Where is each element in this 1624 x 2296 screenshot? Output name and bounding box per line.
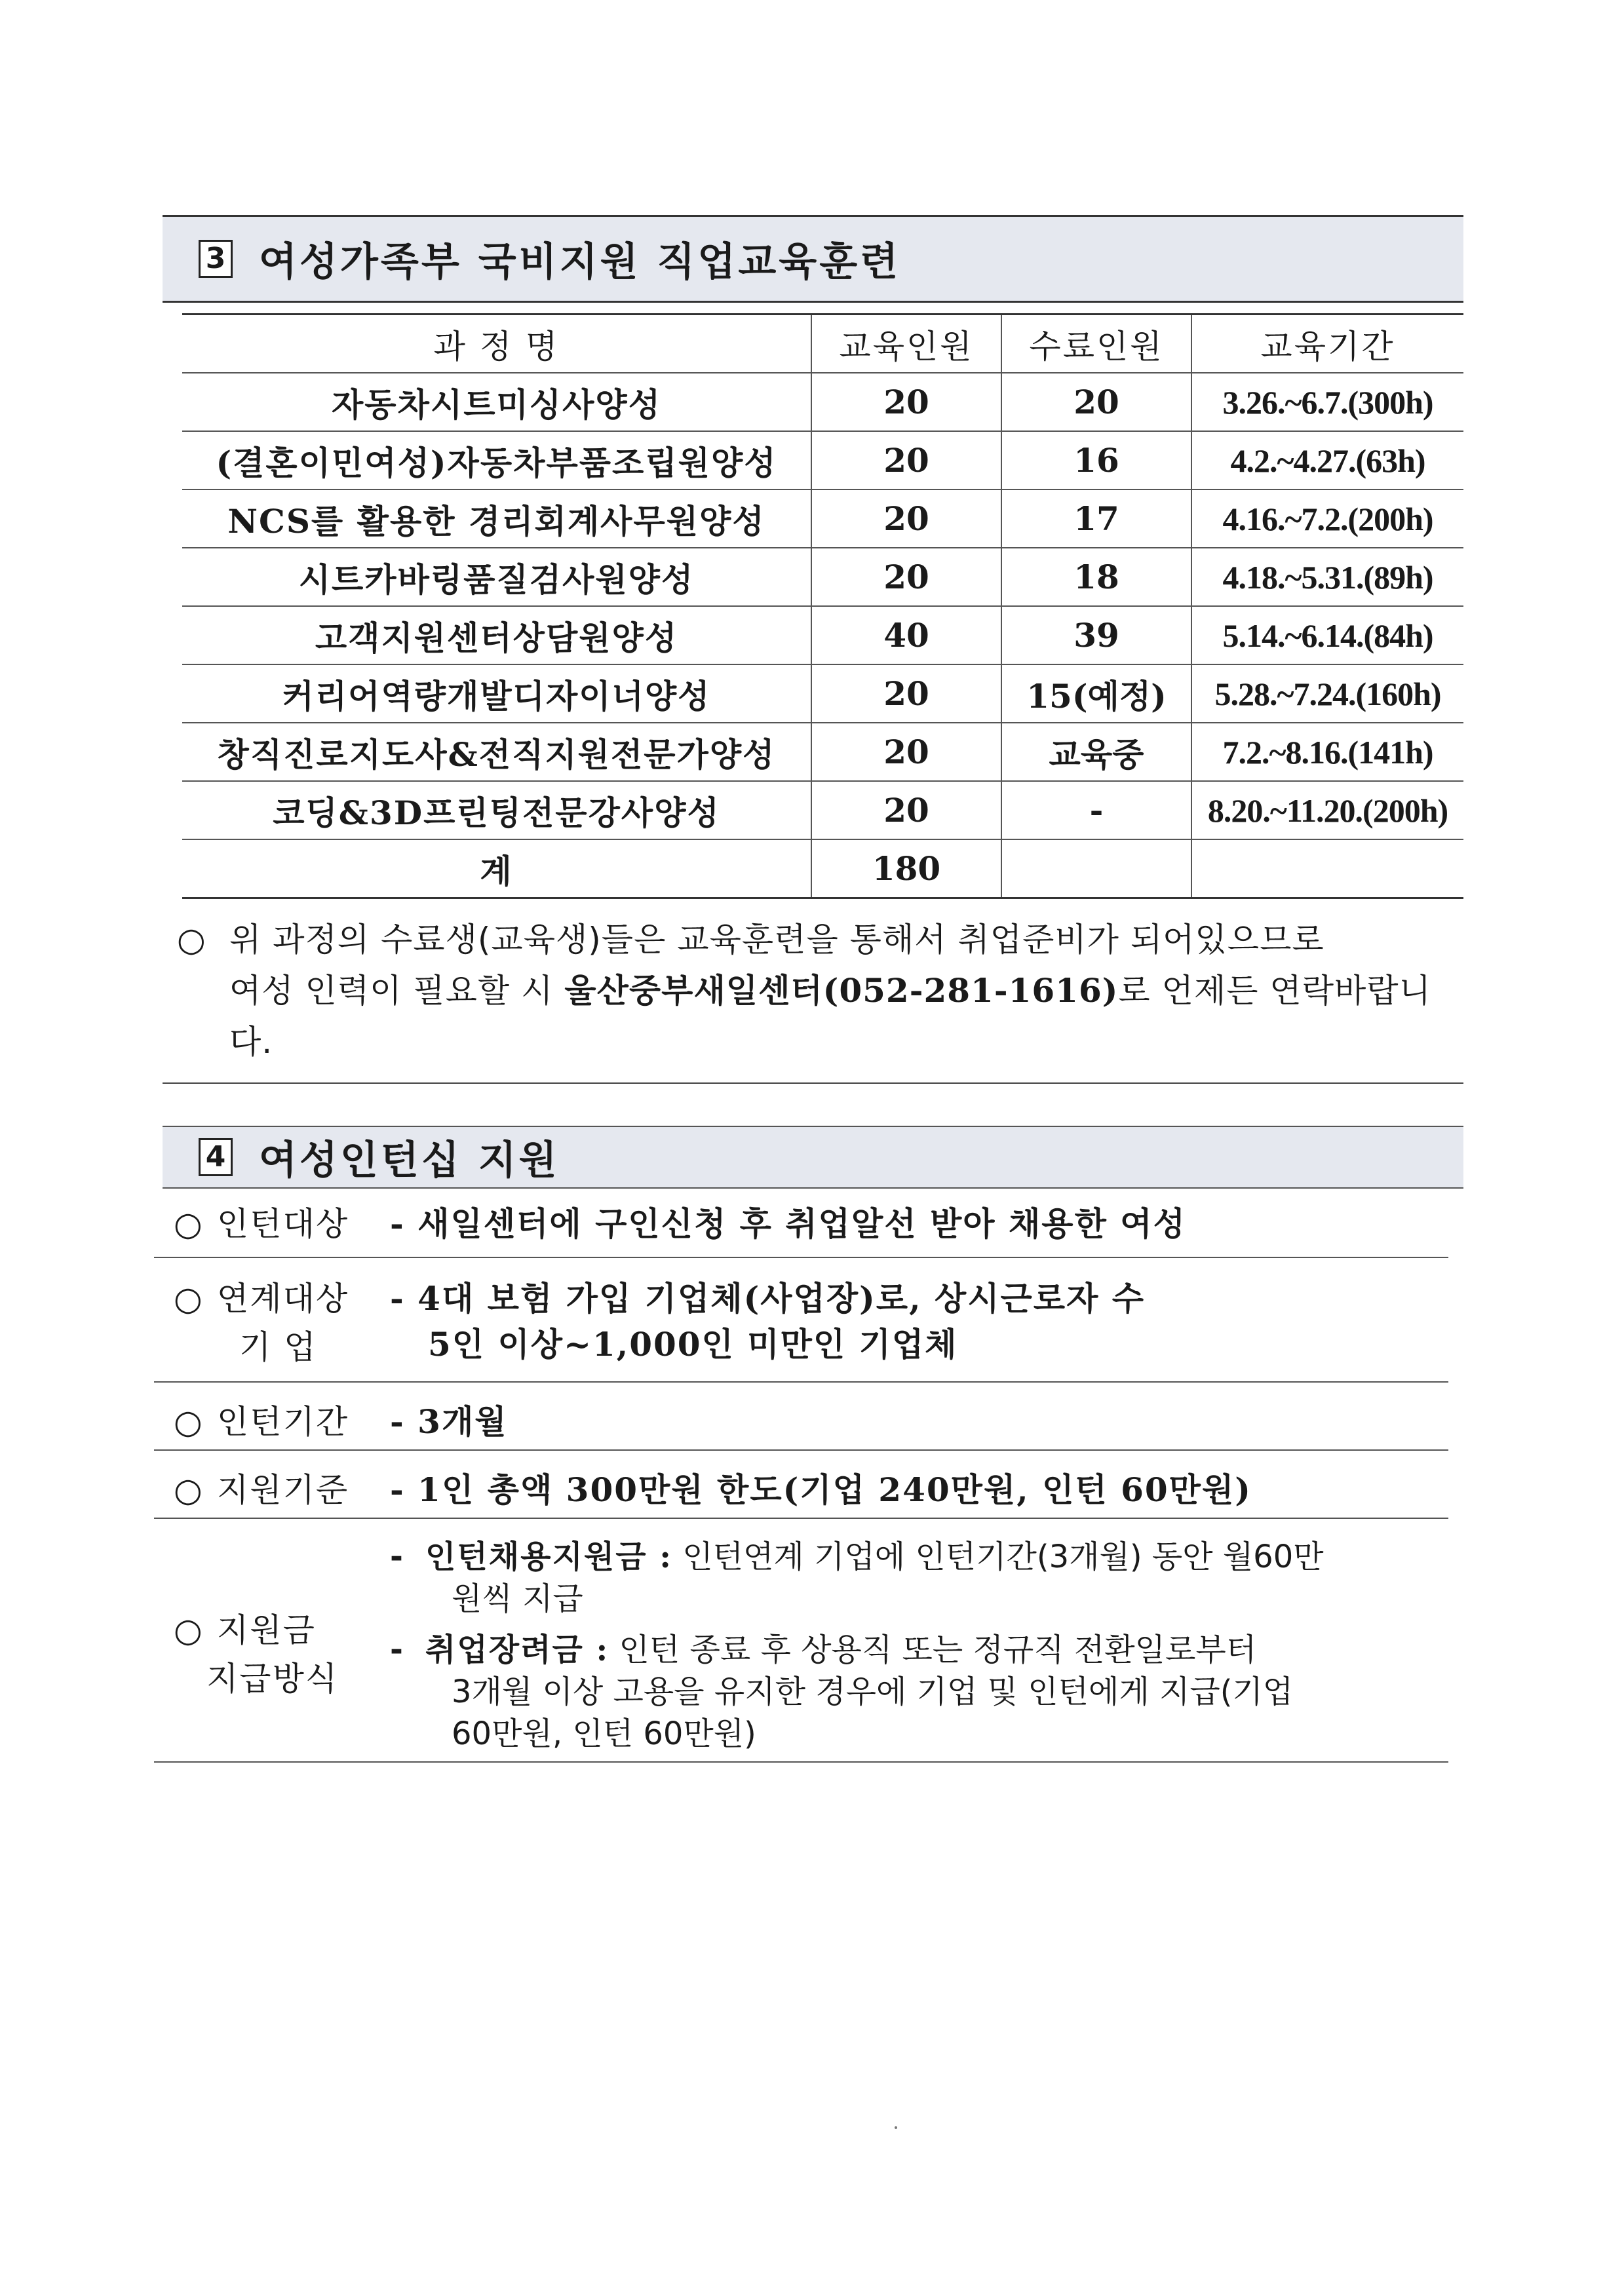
item2-text-3: 60만원, 인턴 60만원) xyxy=(452,1715,756,1752)
payment-item-employment-incentive xyxy=(390,1629,1293,1755)
section3-note xyxy=(177,914,1461,1067)
company-label-1: 연계대상 xyxy=(217,1280,349,1318)
intern-period-value: - 3개월 xyxy=(390,1402,508,1441)
company-value-1: - 4대 보험 가입 기업체(사업장)로, 상시근로자 수 xyxy=(390,1279,1146,1318)
note-line-1 xyxy=(177,914,1461,965)
note-text-2-post: 로 언제든 연락바랍니다. xyxy=(229,972,1431,1061)
intern-target-label: 인턴대상 xyxy=(217,1205,349,1243)
completed-count: 교육중 xyxy=(1001,723,1191,781)
course-period: 3.26.~6.7.(300h) xyxy=(1191,373,1463,431)
total-completed xyxy=(1001,839,1191,898)
course-name: 창직진로지도사&전직지원전문가양성 xyxy=(182,723,811,781)
completed-count: - xyxy=(1001,781,1191,839)
note-bullet: ○ xyxy=(177,921,206,959)
payment-label-wrap xyxy=(174,1604,316,1651)
row-intern-period xyxy=(154,1383,1448,1451)
course-period: 4.18.~5.31.(89h) xyxy=(1191,548,1463,606)
intern-target-value: - 새일센터에 구인신청 후 취업알선 받아 채용한 여성 xyxy=(390,1204,1186,1243)
item1-line1 xyxy=(390,1536,1324,1578)
table-row xyxy=(182,664,1463,723)
row-bullet: ○ xyxy=(174,1471,204,1509)
support-standard-value: - 1인 총액 300만원 한도(기업 240만원, 인턴 60만원) xyxy=(390,1470,1252,1509)
payment-label-2: 지급방식 xyxy=(206,1660,339,1698)
course-name: 고객지원센터상담원양성 xyxy=(182,606,811,664)
completed-count: 16 xyxy=(1001,431,1191,489)
section3-title: 여성가족부 국비지원 직업교육훈련 xyxy=(259,239,901,285)
section-divider xyxy=(163,1082,1463,1084)
table-header-row xyxy=(182,315,1463,373)
section3-header xyxy=(163,215,1463,303)
item1-text-2: 원씩 지급 xyxy=(452,1580,583,1617)
table-row xyxy=(182,606,1463,664)
row-support-standard xyxy=(154,1451,1448,1519)
table-row xyxy=(182,373,1463,431)
item-dash: - xyxy=(390,1632,403,1668)
item1-key: 인턴채용지원금 : xyxy=(425,1539,673,1575)
scan-speck xyxy=(895,2126,897,2129)
course-period: 7.2.~8.16.(141h) xyxy=(1191,723,1463,781)
course-name: (결혼이민여성)자동차부품조립원양성 xyxy=(182,431,811,489)
course-name: NCS를 활용한 경리회계사무원양성 xyxy=(182,489,811,548)
table-row xyxy=(182,781,1463,839)
enrolled-count: 20 xyxy=(811,723,1001,781)
enrolled-count: 20 xyxy=(811,548,1001,606)
enrolled-count: 20 xyxy=(811,373,1001,431)
section4-title: 여성인턴십 지원 xyxy=(259,1138,560,1183)
support-standard-label-wrap xyxy=(174,1464,349,1511)
row-bullet: ○ xyxy=(174,1403,204,1441)
row-intern-target xyxy=(154,1185,1448,1258)
item2-text-1: 인턴 종료 후 상용직 또는 정규직 전환일로부터 xyxy=(609,1632,1257,1668)
table-row xyxy=(182,723,1463,781)
note-line-2 xyxy=(177,965,1461,1067)
payment-label-1: 지원금 xyxy=(217,1611,316,1649)
table-row xyxy=(182,431,1463,489)
col-header-enrolled: 교육인원 xyxy=(811,315,1001,373)
course-period: 8.20.~11.20.(200h) xyxy=(1191,781,1463,839)
course-name: 커리어역량개발디자이너양성 xyxy=(182,664,811,723)
company-label-wrap xyxy=(174,1272,349,1320)
intern-target-label-wrap xyxy=(174,1198,349,1245)
payment-item-intern-hiring xyxy=(390,1536,1324,1620)
col-header-course-name: 과 정 명 xyxy=(182,315,811,373)
course-table xyxy=(182,313,1463,899)
internship-details xyxy=(154,1185,1448,1763)
course-period: 4.2.~4.27.(63h) xyxy=(1191,431,1463,489)
col-header-completed: 수료인원 xyxy=(1001,315,1191,373)
item2-key: 취업장려금 : xyxy=(425,1632,609,1668)
course-name: 자동차시트미싱사양성 xyxy=(182,373,811,431)
completed-count: 17 xyxy=(1001,489,1191,548)
item-dash: - xyxy=(390,1539,403,1575)
table-row xyxy=(182,489,1463,548)
section4-header xyxy=(163,1126,1463,1189)
total-label: 계 xyxy=(182,839,811,898)
enrolled-count: 20 xyxy=(811,489,1001,548)
total-enrolled: 180 xyxy=(811,839,1001,898)
course-period: 5.14.~6.14.(84h) xyxy=(1191,606,1463,664)
table-total-row xyxy=(182,839,1463,898)
course-period: 5.28.~7.24.(160h) xyxy=(1191,664,1463,723)
section4-number: 4 xyxy=(199,1138,233,1176)
contact-center: 울산중부새일센터(052-281-1616) xyxy=(564,971,1119,1010)
company-label-2: 기 업 xyxy=(239,1328,317,1366)
completed-count: 15(예정) xyxy=(1001,664,1191,723)
completed-count: 20 xyxy=(1001,373,1191,431)
company-value-2: 5인 이상~1,000인 미만인 기업체 xyxy=(428,1325,958,1364)
enrolled-count: 20 xyxy=(811,431,1001,489)
enrolled-count: 20 xyxy=(811,781,1001,839)
item2-line1 xyxy=(390,1629,1293,1671)
section3-number: 3 xyxy=(199,240,233,278)
intern-period-label: 인턴기간 xyxy=(217,1403,349,1441)
item2-text-2: 3개월 이상 고용을 유지한 경우에 기업 및 인턴에게 지급(기업 xyxy=(452,1674,1294,1710)
enrolled-count: 40 xyxy=(811,606,1001,664)
total-period xyxy=(1191,839,1463,898)
note-text-1: 위 과정의 수료생(교육생)들은 교육훈련을 통해서 취업준비가 되어있으므로 xyxy=(229,921,1324,959)
completed-count: 18 xyxy=(1001,548,1191,606)
course-period: 4.16.~7.2.(200h) xyxy=(1191,489,1463,548)
intern-period-label-wrap xyxy=(174,1396,349,1443)
completed-count: 39 xyxy=(1001,606,1191,664)
row-bullet: ○ xyxy=(174,1205,204,1243)
note-text-2-pre: 여성 인력이 필요할 시 xyxy=(229,972,565,1010)
table-row xyxy=(182,548,1463,606)
row-linked-company xyxy=(154,1258,1448,1383)
item1-text-1: 인턴연계 기업에 인턴기간(3개월) 동안 월60만 xyxy=(672,1539,1324,1575)
support-standard-label: 지원기준 xyxy=(217,1471,349,1509)
row-bullet: ○ xyxy=(174,1280,204,1318)
col-header-period: 교육기간 xyxy=(1191,315,1463,373)
course-name: 코딩&3D프린팅전문강사양성 xyxy=(182,781,811,839)
row-bullet: ○ xyxy=(174,1611,204,1649)
row-payment-method xyxy=(154,1519,1448,1763)
course-name: 시트카바링품질검사원양성 xyxy=(182,548,811,606)
enrolled-count: 20 xyxy=(811,664,1001,723)
